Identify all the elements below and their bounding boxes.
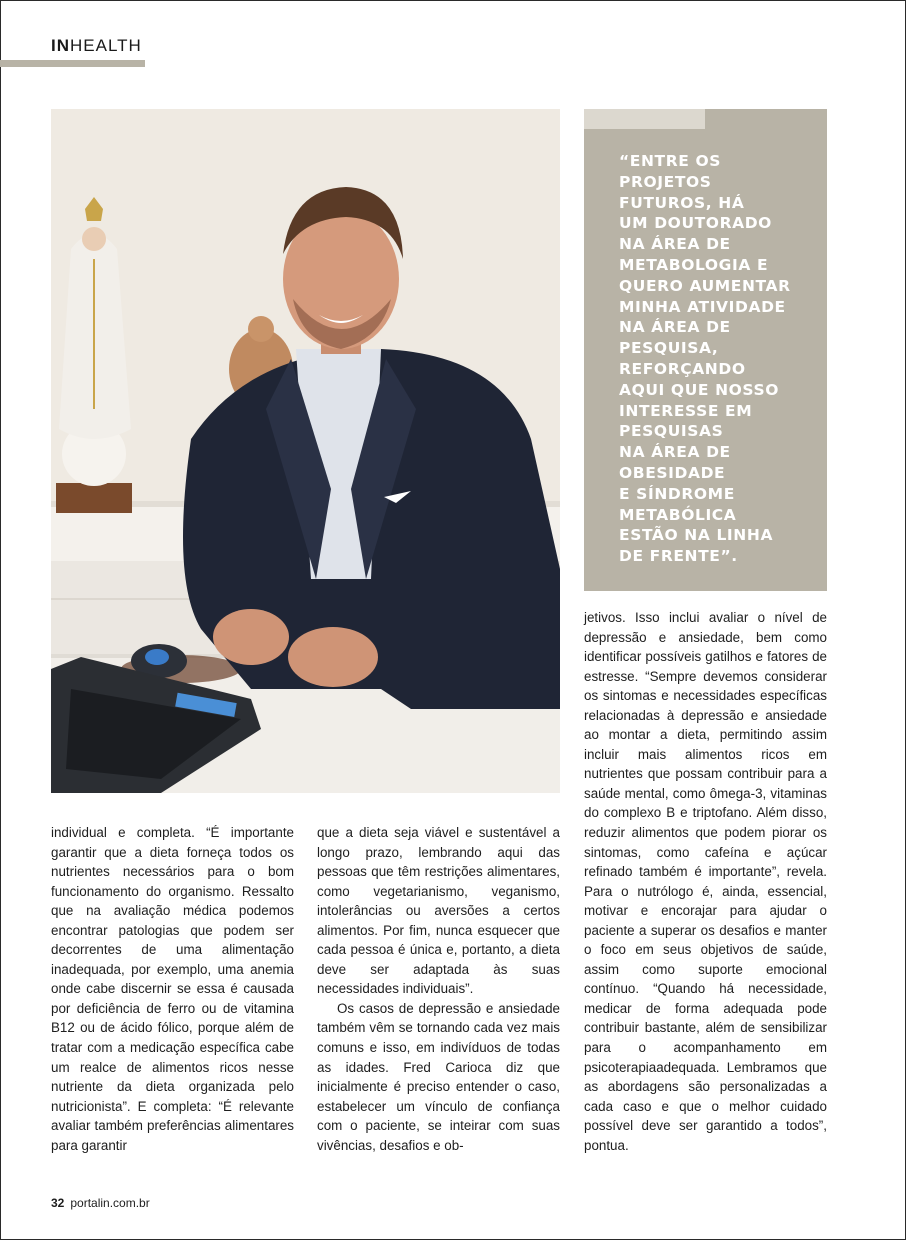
pull-quote-text: “ENTRE OS PROJETOS FUTUROS, HÁ UM DOUTORADO NA ÁREA DE METABOLOGIA E QUERO AUMENTAR MINHA ATIVIDADE NA ÁREA DE PESQUISA, REFORÇANDO AQUI QUE NOSSO INTERESSE EM PESQUISAS NA ÁREA DE OBESIDADE E SÍNDROME METABÓLICA ESTÃO NA LINHA DE FRENTE”.: [619, 152, 791, 566]
article-column-1: [51, 823, 294, 1155]
page-footer: [51, 1196, 150, 1210]
article-paragraph: jetivos. Isso inclui avaliar o nível de depressão e ansiedade, bem como identificar possíveis gatilhos e fatores de estresse. “Sempre devemos considerar os sintomas e necessidades específicas relacionadas à depressão e ansiedade ao montar a dieta, permitindo assim incluir mais alimentos ricos em nutrientes que possam contribuir para a saúde mental, como ômega-3, vitaminas do complexo B e triptofano. Além disso, reduzir alimentos que podem piorar os sintomas, como cafeína e açúcar refinado também é importante”, revela. Para o nutrólogo é, ainda, essencial, motivar e encorajar para ajudar o paciente a superar os desafios e manter o foco em seus objetivos de saúde, assim como suporte emocional contínuo. “Quando há necessidade, medicar de forma adequada pode contribuir bastante, além de sensibilizar para o acompanhamento em psicoterapiaadequada. Lembramos que as abordagens são personalizadas a cada caso e que o melhor cuidado possível deve ser garantido a todos”, pontua.: [584, 610, 827, 1153]
article-paragraph: Os casos de depressão e ansiedade também vêm se tornando cada vez mais comuns e isso, em indivíduos de todas as idades. Fred Carioca diz que inicialmente é preciso entender o caso, estabelecer um vínculo de confiança com o paciente, se inteirar com suas vivências, desafios e ob-: [317, 1000, 560, 1153]
section-brand-bold: IN: [51, 36, 70, 55]
article-paragraph: que a dieta seja viável e sustentável a longo prazo, lembrando aqui das pessoas que têm restrições alimentares, como vegetarianismo, veganismo, intolerâncias ou aversões a certos alimentos. Por fim, nunca esquecer que cada pessoa é única e, portanto, a dieta deve ser adaptada às suas necessidades individuais”.: [317, 825, 560, 997]
page-number: 32: [51, 1196, 65, 1210]
pull-quote-box: [584, 109, 827, 591]
doctor-portrait-photo: [51, 109, 560, 793]
section-header: [51, 36, 142, 56]
section-brand-rest: HEALTH: [70, 36, 142, 55]
header-accent-bar: [0, 60, 145, 67]
footer-site-link[interactable]: portalin.com.br: [70, 1196, 150, 1210]
article-column-2: [317, 823, 560, 1155]
pull-quote-tab: [584, 109, 705, 129]
article-column-3: [584, 608, 827, 1155]
article-paragraph: individual e completa. “É importante garantir que a dieta forneça todos os nutrientes necessários para o bom funcionamento do organismo. Ressalto que na avaliação médica podemos encontrar patologias que podem ser decorrentes de uma alimentação inadequada, por exemplo, uma anemia onde cabe discernir se essa é causada por deficiência de ferro ou de vitamina B12 ou de ácido fólico, porque além de tratar com a medicação específica cabe um realce de alimentos ricos nesse nutriente da dieta organizada pelo nutricionista”. E completa: “É relevante avaliar também preferências alimentares para garantir: [51, 825, 294, 1153]
